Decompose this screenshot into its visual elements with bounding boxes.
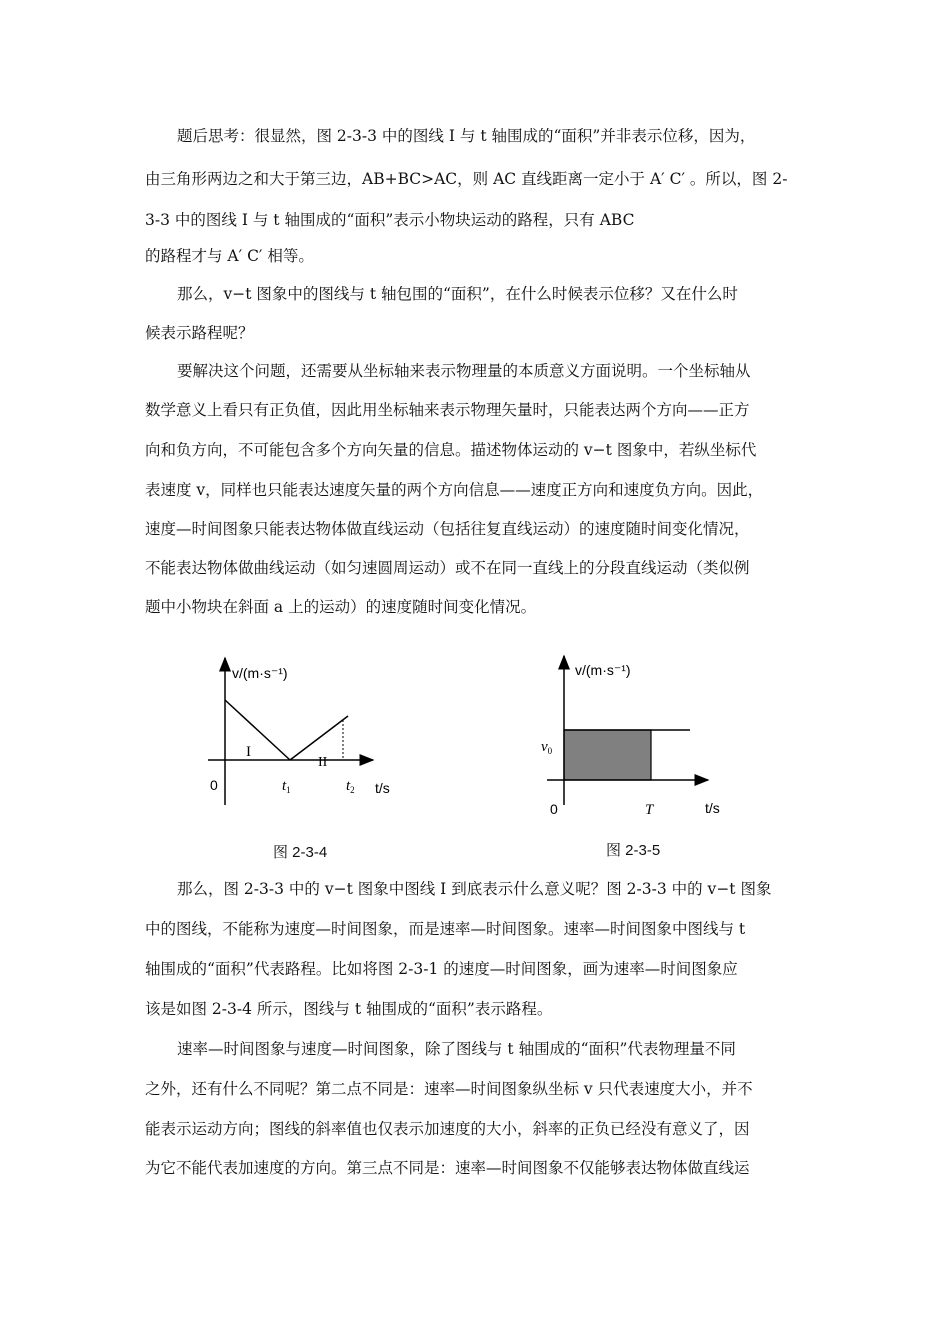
shaded-area: [564, 730, 651, 780]
figure-2-3-5: [535, 648, 735, 823]
region-2-label: II: [318, 755, 328, 770]
figure-caption: 图 2-3-5: [606, 842, 661, 859]
text-line: 之外，还有什么不同呢？第二点不同是：速率—时间图象纵坐标 v 只代表速度大小，并不: [145, 1080, 753, 1098]
x-axis-label: t/s: [375, 780, 390, 796]
text-line: 3-3 中的图线 I 与 t 轴围成的“面积”表示小物块运动的路程，只有 ABC: [145, 211, 635, 229]
text-line: 为它不能代表加速度的方向。第三点不同是：速率—时间图象不仅能够表达物体做直线运: [145, 1159, 750, 1177]
figure-2-3-4: [200, 650, 410, 820]
text-line: 要解决这个问题，还需要从坐标轴来表示物理量的本质意义方面说明。一个坐标轴从: [177, 362, 751, 380]
text-line: 那么，图 2-3-3 中的 v−t 图象中图线 I 到底表示什么意义呢？图 2-3-3 中的 v−t 图象: [177, 880, 772, 898]
text-line: 轴围成的“面积”代表路程。比如将图 2-3-1 的速度—时间图象，画为速率—时间图象应: [145, 960, 738, 978]
region-1-label: I: [246, 744, 251, 760]
origin-label: 0: [550, 801, 558, 817]
speed-time-graph: [535, 648, 735, 823]
text-line: 速率—时间图象与速度—时间图象，除了图线与 t 轴围成的“面积”代表物理量不同: [177, 1040, 736, 1058]
y-axis-label: v/(m·s⁻¹): [575, 662, 631, 678]
speed-time-graph: [200, 650, 410, 820]
v0-label: $v_0$: [541, 739, 553, 756]
t1-label: $t_1$: [282, 778, 291, 795]
x-axis-label: t/s: [705, 800, 720, 816]
figure-caption: 图 2-3-4: [273, 844, 328, 861]
text-line: 向和负方向，不可能包含多个方向矢量的信息。描述物体运动的 v−t 图象中，若纵坐标代: [145, 441, 757, 459]
text-line: 该是如图 2-3-4 所示，图线与 t 轴围成的“面积”表示路程。: [145, 1000, 553, 1018]
y-axis-label: v/(m·s⁻¹): [232, 665, 288, 681]
line-segment-2: [290, 716, 348, 760]
text-line: 那么，v−t 图象中的图线与 t 轴包围的“面积”，在什么时候表示位移？又在什么时: [177, 285, 738, 303]
text-line: 数学意义上看只有正负值，因此用坐标轴来表示物理矢量时，只能表达两个方向——正方: [145, 401, 750, 419]
text-line: 候表示路程呢？: [145, 324, 254, 342]
text-line: 题中小物块在斜面 a 上的运动）的速度随时间变化情况。: [145, 598, 537, 616]
T-label: T: [645, 802, 654, 818]
line-segment-1: [225, 700, 290, 760]
text-line: 由三角形两边之和大于第三边，AB+BC>AC，则 AC 直线距离一定小于 A′ C′ 。所以，图 2-: [145, 170, 788, 188]
text-line: 能表示运动方向；图线的斜率值也仅表示加速度的大小，斜率的正负已经没有意义了，因: [145, 1120, 750, 1138]
origin-label: 0: [210, 777, 218, 793]
text-line: 中的图线，不能称为速度—时间图象，而是速率—时间图象。速率—时间图象中图线与 t: [145, 920, 746, 938]
text-line: 不能表达物体做曲线运动（如匀速圆周运动）或不在同一直线上的分段直线运动（类似例: [145, 559, 750, 577]
text-line: 速度—时间图象只能表达物体做直线运动（包括往复直线运动）的速度随时间变化情况，: [145, 520, 750, 538]
t2-label: $t_2$: [346, 778, 355, 795]
text-line: 表速度 v，同样也只能表达速度矢量的两个方向信息——速度正方向和速度负方向。因此，: [145, 481, 764, 499]
text-line: 的路程才与 A′ C′ 相等。: [145, 247, 314, 265]
text-line: 题后思考：很显然，图 2-3-3 中的图线 I 与 t 轴围成的“面积”并非表示位移，因为，: [177, 127, 756, 145]
